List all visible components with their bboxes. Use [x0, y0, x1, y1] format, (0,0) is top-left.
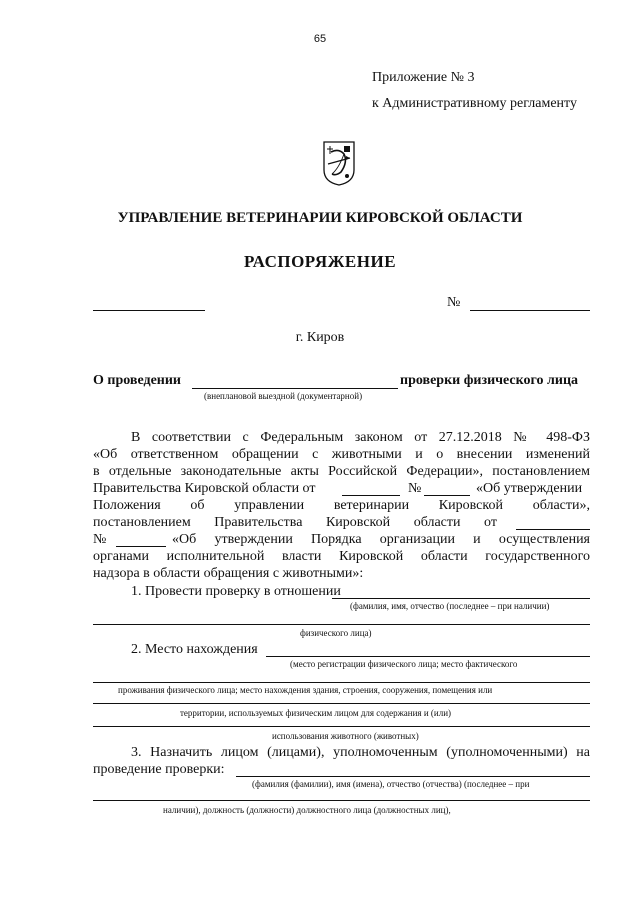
- item-3-hint-2: наличии), должность (должности) должностного лица (должностных лиц),: [163, 805, 451, 815]
- location-field[interactable]: [266, 656, 590, 657]
- page-number: 65: [313, 33, 327, 45]
- item-2-hint-3: территории, используемых физическим лицом для содержания и (или): [180, 708, 452, 718]
- preamble-line: в отдельные законодательные акты Российской Федерации», постановлением: [93, 464, 590, 479]
- preamble-line: постановлением Правительства Кировской области от: [93, 515, 497, 530]
- subject-suffix: проверки физического лица: [400, 373, 579, 388]
- item-2-hint: (место регистрации физического лица; место фактического: [290, 659, 518, 669]
- preamble-line: «Об утверждении: [476, 481, 583, 496]
- subject-hint: (внеплановой выездной (документарной): [204, 391, 363, 401]
- preamble-number-sign: №: [408, 481, 422, 496]
- subject-prefix: О проведении: [93, 373, 181, 388]
- resolution-number-field[interactable]: [424, 495, 470, 496]
- inspection-type-field[interactable]: [192, 388, 398, 389]
- item-1-hint-2: физического лица): [300, 628, 372, 638]
- date-field[interactable]: [93, 310, 205, 311]
- preamble-line: надзора в области обращения с животными»:: [93, 566, 364, 581]
- preamble-line: органами исполнительной власти Кировской области государственного: [93, 549, 590, 564]
- city: г. Киров: [295, 330, 345, 345]
- item-1-text: 1. Провести проверку в отношении: [131, 584, 341, 599]
- item-3-hint: (фамилия (фамилии), имя (имена), отчество (отчества) (последнее – при: [252, 779, 530, 789]
- resolution-date-field[interactable]: [342, 495, 400, 496]
- number-field[interactable]: [470, 310, 590, 311]
- person-name-field[interactable]: [332, 598, 590, 599]
- item-3-text: 3. Назначить лицом (лицами), уполномоченным (уполномоченными) на: [131, 745, 590, 760]
- location-field-2[interactable]: [93, 682, 590, 683]
- preamble-number-sign: №: [93, 532, 107, 547]
- item-1-hint: (фамилия, имя, отчество (последнее – при наличии): [350, 601, 550, 611]
- appendix-label: Приложение № 3: [372, 70, 475, 85]
- number-sign: №: [447, 295, 461, 310]
- order-number-field[interactable]: [116, 546, 166, 547]
- preamble-line: «Об ответственном обращении с животными и о внесении изменений: [93, 447, 590, 462]
- person-name-field-2[interactable]: [93, 624, 590, 625]
- preamble-line: В соответствии с Федеральным законом от 27.12.2018 № 498-ФЗ: [131, 430, 590, 445]
- preamble-line: Положения об управлении ветеринарии Кировской области»,: [93, 498, 590, 513]
- preamble-line: Правительства Кировской области от: [93, 481, 316, 496]
- item-2-hint-2: проживания физического лица; место нахождения здания, строения, сооружения, помещения или: [118, 685, 493, 695]
- coat-of-arms-icon: [322, 140, 356, 186]
- preamble-line: «Об утверждении Порядка организации и осуществления: [172, 532, 590, 547]
- item-2-hint-4: использования животного (животных): [272, 731, 419, 741]
- document-title: РАСПОРЯЖЕНИЕ: [243, 252, 397, 271]
- item-3-text-2: проведение проверки:: [93, 762, 225, 777]
- organization-name: УПРАВЛЕНИЕ ВЕТЕРИНАРИИ КИРОВСКОЙ ОБЛАСТИ: [117, 210, 523, 226]
- location-field-4[interactable]: [93, 726, 590, 727]
- inspector-field-2[interactable]: [93, 800, 590, 801]
- order-date-field[interactable]: [516, 529, 590, 530]
- appendix-reference: к Административному регламенту: [372, 96, 577, 111]
- item-2-text: 2. Место нахождения: [131, 642, 258, 657]
- location-field-3[interactable]: [93, 703, 590, 704]
- inspector-field[interactable]: [236, 776, 590, 777]
